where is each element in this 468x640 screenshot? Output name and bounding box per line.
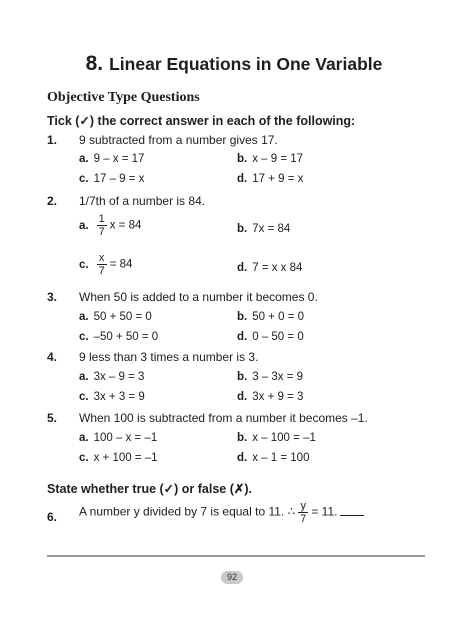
question-text: 1/7th of a number is 84. <box>79 194 206 208</box>
option-text: x – 1 = 100 <box>252 452 310 464</box>
option-c <box>79 452 158 464</box>
question-number: 3. <box>47 290 58 304</box>
option-text: 50 + 50 = 0 <box>93 311 152 323</box>
chapter-number: 8. <box>85 52 104 75</box>
option-b <box>237 432 316 444</box>
question-text <box>79 500 364 525</box>
option-text: 50 + 0 = 0 <box>252 311 305 323</box>
option-label: d. <box>237 173 248 185</box>
option-text: 17 – 9 = x <box>93 173 145 185</box>
option-label: d. <box>237 262 248 274</box>
option-label: a. <box>79 371 89 383</box>
option-label: c. <box>79 452 89 464</box>
option-text: 9 – x = 17 <box>93 153 145 165</box>
option-text: = 84 <box>109 258 133 271</box>
question-text: When 100 is subtracted from a number it becomes –1. <box>79 411 368 425</box>
question-text: When 50 is added to a number it becomes 0. <box>79 290 318 304</box>
footer-divider <box>47 555 425 557</box>
option-text: 0 – 50 = 0 <box>252 331 304 343</box>
option-label: a. <box>79 153 89 165</box>
section-heading: Objective Type Questions <box>47 90 200 105</box>
option-text: 3x + 3 = 9 <box>93 391 145 403</box>
option-label: c. <box>79 391 89 403</box>
option-text: x – 9 = 17 <box>252 153 304 165</box>
option-d <box>237 391 303 403</box>
chapter-title <box>0 52 468 76</box>
option-text: 17 + 9 = x <box>252 173 304 185</box>
option-text: x = 84 <box>109 219 142 232</box>
option-b <box>237 311 304 323</box>
fraction-denominator: 7 <box>98 226 105 238</box>
fraction-numerator: 1 <box>98 213 105 225</box>
option-text: 7x = 84 <box>252 223 291 235</box>
option-a <box>79 153 144 165</box>
option-label: d. <box>237 391 248 403</box>
option-d <box>237 452 309 464</box>
fraction <box>97 213 107 238</box>
question-number: 6. <box>47 510 58 524</box>
option-c <box>79 331 158 343</box>
fraction-denominator: 7 <box>300 513 307 525</box>
option-text: x + 100 = –1 <box>93 452 158 464</box>
option-a <box>79 371 144 383</box>
fraction-numerator: x <box>97 252 107 265</box>
option-a <box>79 432 157 444</box>
option-text: –50 + 50 = 0 <box>93 331 159 343</box>
question-text-lead: A number y divided by 7 is equal to 11. ∴ <box>79 504 296 519</box>
option-text: 100 – x = –1 <box>93 432 158 444</box>
option-label: b. <box>237 223 248 235</box>
option-label: a. <box>79 432 89 444</box>
option-label: b. <box>237 432 248 444</box>
option-label: c. <box>79 331 89 343</box>
option-label: b. <box>237 371 248 383</box>
instruction-true-false: State whether true (✓) or false (✗). <box>47 482 253 496</box>
option-d <box>237 331 304 343</box>
fraction <box>298 500 308 525</box>
option-text: 3x + 9 = 3 <box>252 391 304 403</box>
option-d <box>237 262 302 274</box>
question-text-tail: = 11. <box>311 504 338 519</box>
option-a <box>79 213 141 238</box>
option-text: 3x – 9 = 3 <box>93 371 145 383</box>
option-label: a. <box>79 219 89 232</box>
option-label: d. <box>237 331 248 343</box>
fraction-denominator: 7 <box>98 265 105 277</box>
option-b <box>237 371 303 383</box>
option-c <box>79 173 144 185</box>
question-text: 9 subtracted from a number gives 17. <box>79 133 278 147</box>
instruction-tick: Tick (✓) the correct answer in each of the following: <box>47 114 356 128</box>
option-c <box>79 252 132 277</box>
question-number: 4. <box>47 350 58 364</box>
fraction-numerator: y <box>298 500 308 513</box>
option-text: 7 = x x 84 <box>252 262 303 274</box>
option-text: 3 – 3x = 9 <box>252 371 304 383</box>
question-number: 5. <box>47 411 58 425</box>
question-text: 9 less than 3 times a number is 3. <box>79 350 259 364</box>
question-number: 2. <box>47 194 58 208</box>
option-label: b. <box>237 153 248 165</box>
answer-blank[interactable] <box>340 505 364 516</box>
option-a <box>79 311 152 323</box>
chapter-title-text: Linear Equations in One Variable <box>109 54 383 74</box>
option-d <box>237 173 303 185</box>
fraction <box>97 252 107 277</box>
option-label: d. <box>237 452 248 464</box>
option-c <box>79 391 145 403</box>
page-number: 92 <box>221 571 243 584</box>
option-b <box>237 223 290 235</box>
option-label: c. <box>79 258 89 271</box>
option-label: c. <box>79 173 89 185</box>
option-b <box>237 153 303 165</box>
option-text: x – 100 = –1 <box>252 432 316 444</box>
option-label: b. <box>237 311 248 323</box>
question-number: 1. <box>47 133 58 147</box>
option-label: a. <box>79 311 89 323</box>
